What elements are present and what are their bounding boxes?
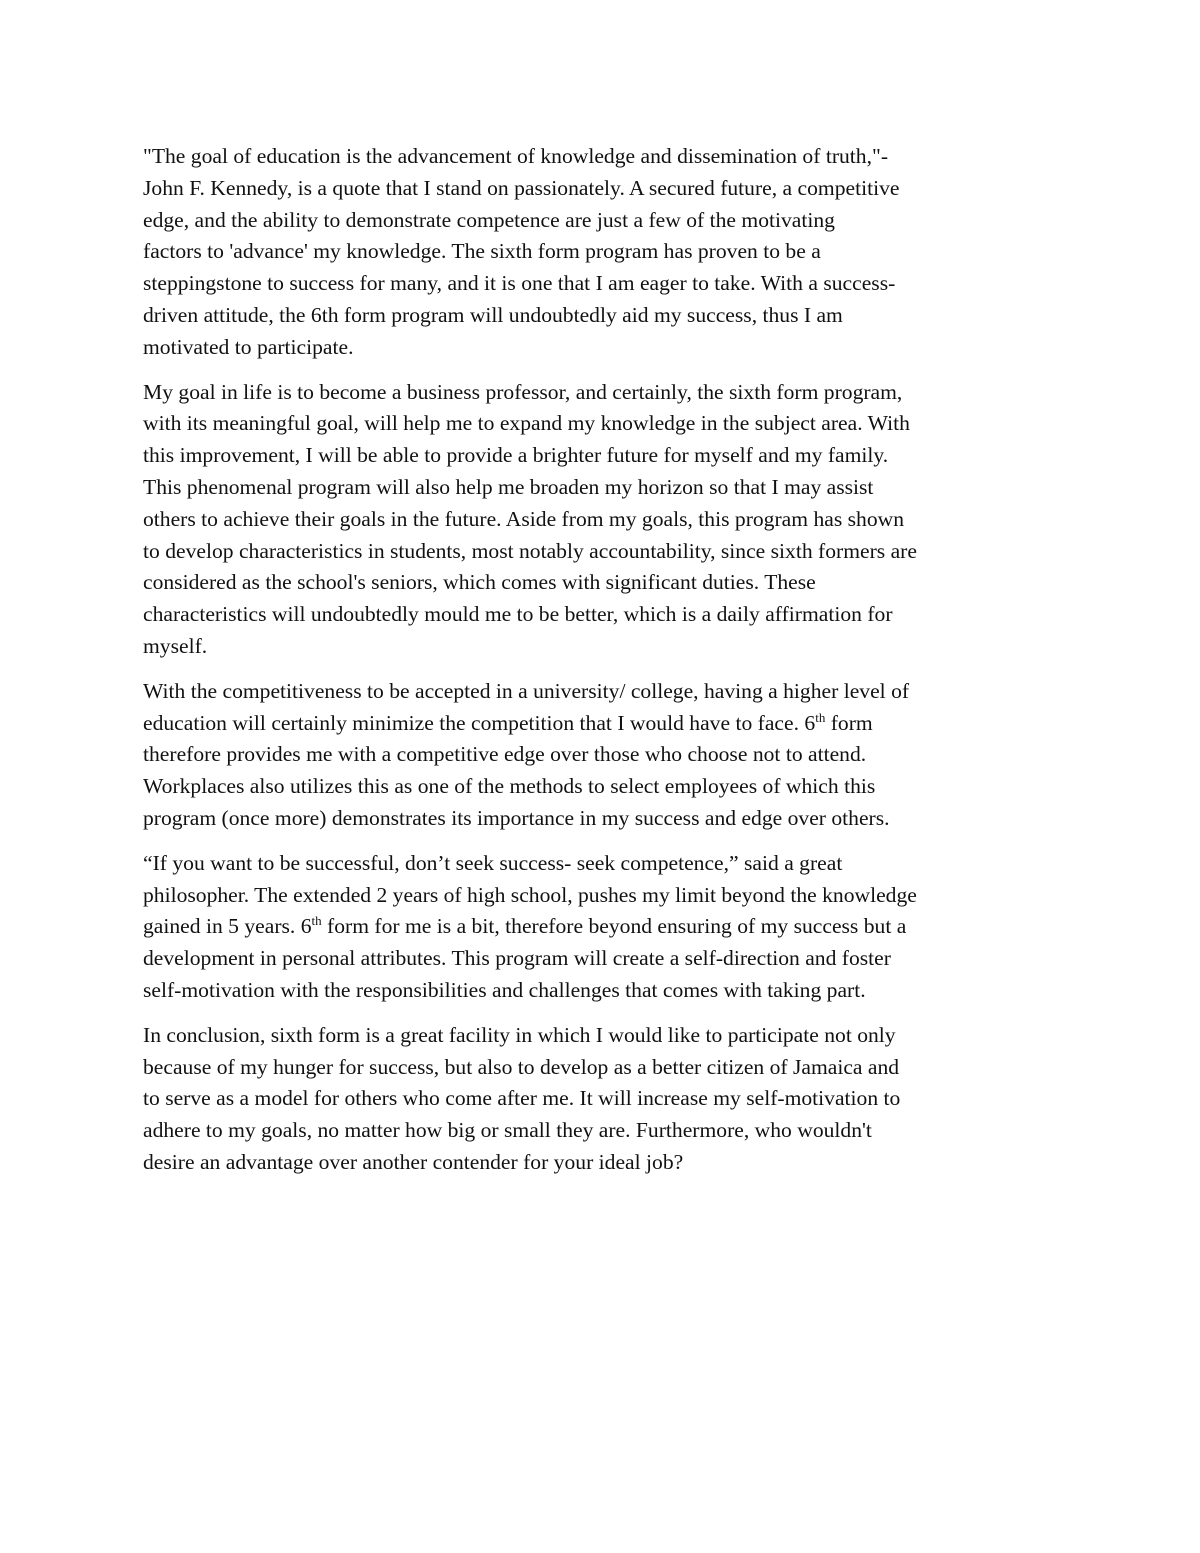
line-text-after: form (825, 710, 873, 735)
text-line: motivated to participate. (143, 334, 354, 359)
text-line: edge, and the ability to demonstrate competence are just a few of the motivating (143, 207, 835, 232)
text-line: This phenomenal program will also help me broaden my horizon so that I may assist (143, 474, 874, 499)
paragraph-1 (143, 141, 1061, 364)
text-line: desire an advantage over another contender for your ideal job? (143, 1149, 684, 1174)
text-line: John F. Kennedy, is a quote that I stand on passionately. A secured future, a competitive (143, 175, 900, 200)
text-line: In conclusion, sixth form is a great facility in which I would like to participate not only (143, 1022, 896, 1047)
text-line (143, 708, 1061, 740)
line-text-before: gained in 5 years. 6 (143, 914, 312, 939)
text-line: myself. (143, 633, 208, 658)
text-line: because of my hunger for success, but also to develop as a better citizen of Jamaica and (143, 1054, 900, 1079)
text-line: others to achieve their goals in the future. Aside from my goals, this program has shown (143, 506, 905, 531)
document-body (143, 141, 1061, 1192)
text-line: development in personal attributes. This program will create a self-direction and foster (143, 946, 891, 971)
text-line: self-motivation with the responsibilities and challenges that comes with taking part. (143, 977, 866, 1002)
line-text-after: form for me is a bit, therefore beyond ensuring of my success but a (321, 914, 907, 939)
text-line (143, 911, 1061, 943)
text-line: program (once more) demonstrates its importance in my success and edge over others. (143, 805, 890, 830)
paragraph-5 (143, 1020, 1061, 1179)
text-line: this improvement, I will be able to provide a brighter future for myself and my family. (143, 443, 889, 468)
text-line: adhere to my goals, no matter how big or small they are. Furthermore, who wouldn't (143, 1118, 872, 1143)
text-line: Workplaces also utilizes this as one of the methods to select employees of which this (143, 774, 876, 799)
text-line: characteristics will undoubtedly mould me to be better, which is a daily affirmation for (143, 602, 893, 627)
text-line: with its meaningful goal, will help me to expand my knowledge in the subject area. With (143, 411, 910, 436)
line-text-before: education will certainly minimize the competition that I would have to face. 6 (143, 710, 816, 735)
paragraph-4 (143, 848, 1061, 1007)
text-line: philosopher. The extended 2 years of high school, pushes my limit beyond the knowledge (143, 882, 917, 907)
text-line: therefore provides me with a competitive edge over those who choose not to attend. (143, 742, 867, 767)
text-line: “If you want to be successful, don’t seek success- seek competence,” said a great (143, 850, 843, 875)
text-line: considered as the school's seniors, which comes with significant duties. These (143, 570, 816, 595)
text-line: With the competitiveness to be accepted in a university/ college, having a higher level of (143, 678, 910, 703)
text-line: to serve as a model for others who come after me. It will increase my self-motivation to (143, 1086, 901, 1111)
text-line: to develop characteristics in students, most notably accountability, since sixth formers are (143, 538, 917, 563)
text-line: steppingstone to success for many, and it is one that I am eager to take. With a success- (143, 271, 896, 296)
paragraph-2 (143, 377, 1061, 663)
paragraph-3 (143, 676, 1061, 835)
ordinal-superscript: th (815, 709, 826, 725)
text-line: driven attitude, the 6th form program will undoubtedly aid my success, thus I am (143, 302, 843, 327)
text-line: "The goal of education is the advancement of knowledge and dissemination of truth,"- (143, 144, 889, 168)
text-line: factors to 'advance' my knowledge. The sixth form program has proven to be a (143, 239, 821, 264)
ordinal-superscript: th (311, 913, 322, 929)
text-line: My goal in life is to become a business professor, and certainly, the sixth form program, (143, 379, 903, 404)
